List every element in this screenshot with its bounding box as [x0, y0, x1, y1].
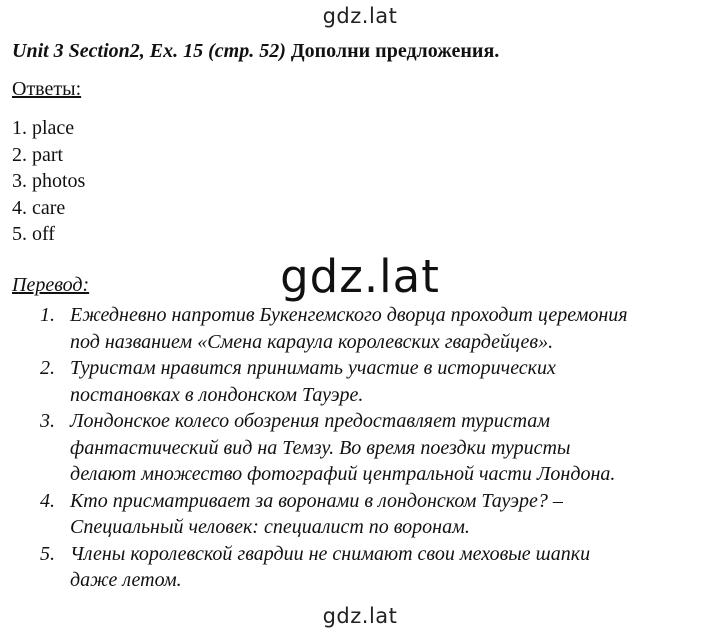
translation-text: [70, 302, 710, 355]
translation-line: Специальный человек: специалист по воронам.: [70, 516, 470, 538]
translation-line: постановках в лондонском Тауэре.: [70, 383, 364, 406]
translation-label: Перевод:: [12, 274, 90, 296]
answer-item: 5. off: [12, 223, 55, 245]
translation-line: Кто присматривает за воронами в лондонском Тауэре? –: [70, 489, 563, 512]
translation-line: даже летом.: [70, 569, 182, 591]
translation-line: Лондонское колесо обозрения предоставляет туристам: [70, 410, 551, 432]
translation-item: [40, 488, 710, 541]
answers-label: Ответы:: [12, 78, 82, 100]
translation-item: [40, 408, 710, 488]
translation-line: Туристам нравится принимать участие в исторических: [70, 357, 556, 379]
translation-item: [40, 541, 710, 594]
translation-number: 4.: [40, 489, 55, 512]
answer-item: 4. care: [12, 196, 66, 219]
translation-line: Ежедневно напротив Букенгемского дворца проходит церемония: [70, 304, 628, 326]
translation-item: [40, 302, 710, 355]
translation-text: [70, 488, 710, 541]
translation-text: [70, 355, 710, 408]
translation-line: под названием «Смена караула королевских гвардейцев».: [70, 330, 554, 353]
translation-line: фантастический вид на Темзу. Во время поездки туристы: [70, 436, 571, 459]
translation-number: 5.: [40, 542, 55, 565]
exercise-reference: Unit 3 Section2, Ex. 15 (стр. 52): [12, 40, 286, 62]
watermark-top: gdz.lat: [322, 4, 398, 28]
translation-text: [70, 541, 710, 594]
answer-item: 1. place: [12, 117, 75, 139]
translation-number: 2.: [40, 357, 55, 379]
translation-number: 3.: [40, 410, 55, 432]
translation-line: Члены королевской гвардии не снимают свои меховые шапки: [70, 542, 591, 565]
watermark-center: gdz.lat: [280, 250, 440, 303]
answer-item: 3. photos: [12, 170, 86, 192]
answer-item: 2. part: [12, 143, 64, 166]
watermark-bottom: gdz.lat: [322, 604, 398, 628]
translation-number: 1.: [40, 304, 55, 326]
translation-line: делают множество фотографий центральной части Лондона.: [70, 463, 616, 485]
translation-list: [40, 302, 710, 594]
exercise-task: Дополни предложения.: [290, 40, 500, 62]
exercise-heading: [12, 40, 499, 63]
translation-text: [70, 408, 710, 488]
answers-list: [12, 115, 85, 248]
translation-item: [40, 355, 710, 408]
